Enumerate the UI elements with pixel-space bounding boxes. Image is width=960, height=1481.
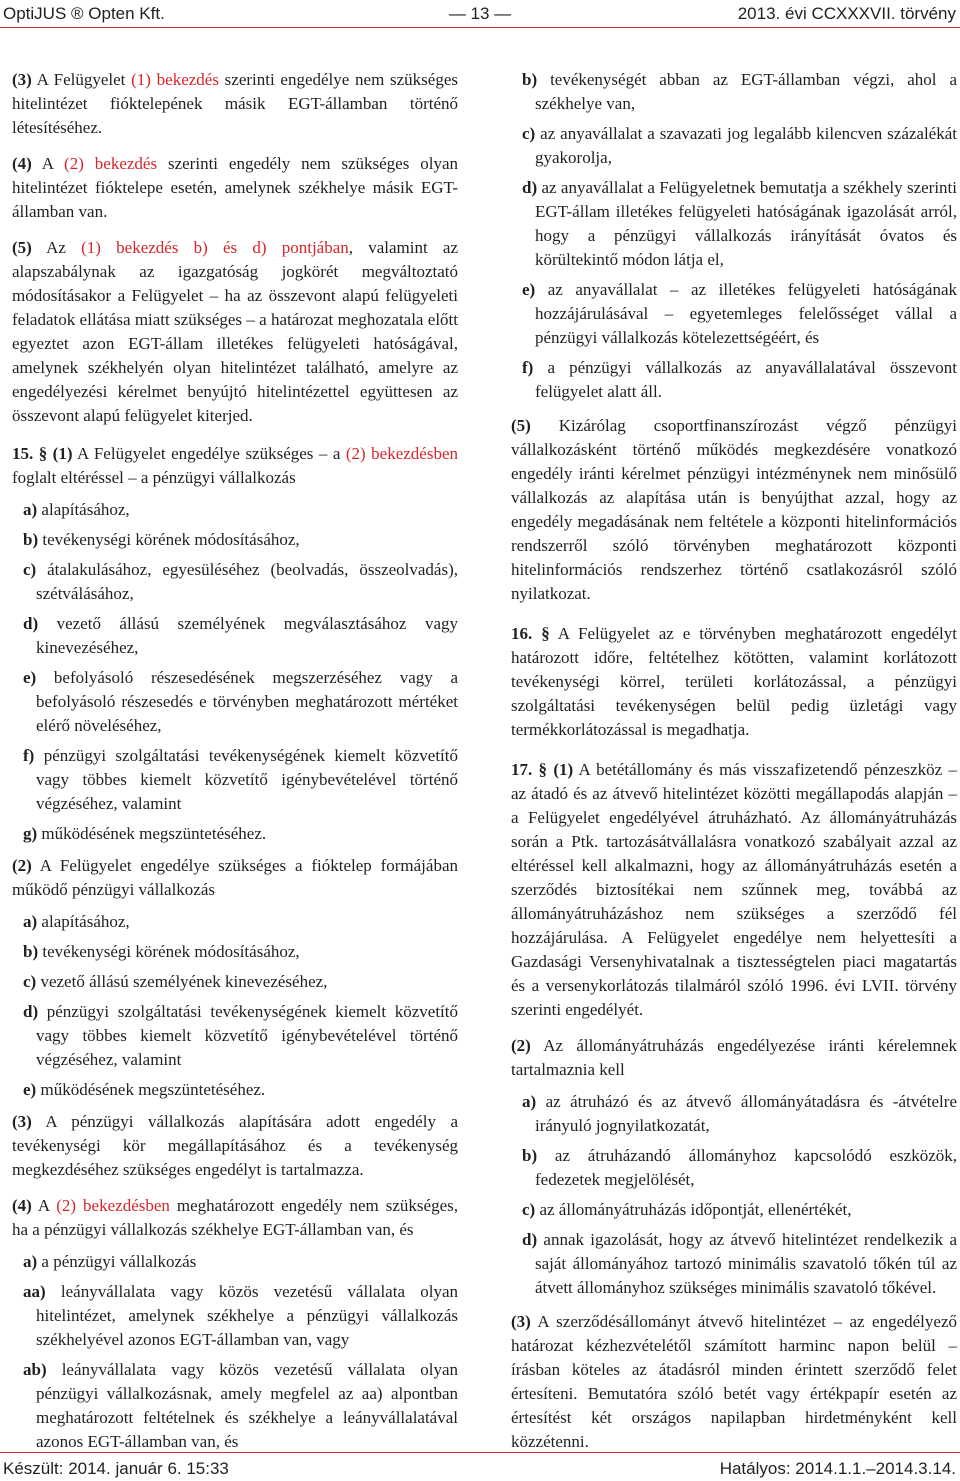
paragraph-number: (4) [12, 1196, 32, 1215]
list-text: a pénzügyi vállalkozás [37, 1252, 197, 1271]
list-item [511, 1144, 957, 1192]
paragraph-number: (1) [47, 444, 73, 463]
list-s15-1 [12, 498, 458, 846]
list-item [511, 278, 957, 350]
list-marker: e) [522, 280, 536, 299]
list-s15-2 [12, 910, 458, 1102]
text: A Felügyelet [31, 70, 132, 89]
list-marker: b) [23, 530, 39, 549]
list-text: annak igazolását, hogy az átvevő hitelintézet rendelkezik a saját állományához tartozó minimális szavatoló tőkén túl az átvett állományhoz szükséges minimális szavatoló tőkével. [535, 1230, 957, 1297]
list-marker: c) [522, 1200, 536, 1219]
list-item [511, 122, 957, 170]
list-item [12, 940, 458, 964]
header-publisher: OptiJUS ® Opten Kft. [3, 4, 165, 23]
list-text: pénzügyi szolgáltatási tevékenységének kiemelt közvetítő vagy többes kiemelt közvetítő igénybevételével történő végzéséhez, valamint [34, 746, 458, 813]
text: meghatározott engedély nem szükséges, ha a pénzügyi vállalkozás székhelye EGT-államban van, és [12, 1196, 458, 1239]
text: A pénzügyi vállalkozás alapítására adott engedély a tevékenységi kör megállapításához és a tevékenység megkezdéséhez szükséges engedélyt is tartalmazza. [12, 1112, 458, 1179]
header-page-number: — 13 — [448, 4, 512, 23]
section-15-para-4 [12, 1194, 458, 1242]
text: szerinti engedélye nem szükséges hitelintézet fióktelepének másik EGT-államban történő létesítéséhez. [12, 70, 458, 137]
list-text: tevékenységét abban az EGT-államban végzi, ahol a székhelye van, [535, 70, 957, 113]
list-text: az állományátruházás időpontját, ellenértékét, [535, 1200, 852, 1219]
list-item [12, 1250, 458, 1274]
list-marker: c) [522, 124, 536, 143]
list-marker: e) [23, 1080, 37, 1099]
left-column [12, 68, 458, 1460]
paragraph-4 [12, 152, 458, 224]
list-item [511, 68, 957, 116]
section-17-para-2 [511, 1034, 957, 1082]
list-marker: f) [23, 746, 35, 765]
text: Kizárólag csoportfinanszírozást végző pénzügyi vállalkozásként történő működés megkezdésére vonatkozó engedély iránti kérelmet pénzügyi intézménynek nem minősülő vállalkozás az alapítása után is benyújthat azzal, hogy az engedély megadásának nem feltétele a központi hitelinformációs rendszerről szóló törvényben meghatározott központi hitelinformációs rendszerhez történő csatlakozásról szóló nyilatkozat. [511, 416, 957, 603]
list-text: befolyásoló részesedésének megszerzéséhez vagy a befolyásoló részesedés e törvényben meghatározott mértéket elérő növeléséhez, [36, 668, 458, 735]
list-marker: c) [23, 560, 37, 579]
list-text: az átruházó és az átvevő állományátadásra és -átvételre irányuló jognyilatkozatát, [535, 1092, 957, 1135]
section-number: 15. § [12, 444, 48, 463]
list-marker: a) [522, 1092, 537, 1111]
list-text: leányvállalata vagy közös vezetésű vállalata olyan hitelintézet, amelynek székhelye a pénzügyi vállalkozás székhelyével azonos EGT-államban van, vagy [36, 1282, 458, 1349]
list-text: az anyavállalat a Felügyeletnek bemutatja a székhely szerinti EGT-állam illetékes felügyeleti hatóságának igazolását arról, hogy a pénzügyi vállalkozás irányítását óvatos és körültekintő módon látja el, [535, 178, 957, 269]
paragraph-number: (2) [511, 1036, 531, 1055]
list-text: a pénzügyi vállalkozás az anyavállalatával összevont felügyelet alatt áll. [533, 358, 957, 401]
text: A Felügyelet engedélye szükséges – a [72, 444, 346, 463]
list-marker: c) [23, 972, 37, 991]
list-item [12, 558, 458, 606]
section-15-para-2 [12, 854, 458, 902]
header-law-title: 2013. évi CCXXXVII. törvény [737, 4, 956, 23]
list-item [511, 1090, 957, 1138]
section-17-para-3 [511, 1310, 957, 1454]
list-text: működésének megszüntetéséhez. [37, 824, 267, 843]
list-text: átalakulásához, egyesüléséhez (beolvadás, összeolvadás), szétválásához, [36, 560, 458, 603]
list-marker: a) [23, 500, 38, 519]
text: , valamint az alapszabálynak az igazgatóság jogkörét megváltoztató módosításakor a Felügyelet – ha az összevont alapú felügyeleti feladatok ellátása miatt szükséges – a határozat meghozatala előtt egyeztet azon EGT-állam illetékes felügyeleti hatóságával, amelynek székhelyén olyan hitelintézet található, amelyre az engedélyezési kérelmet benyújtó hitelintézettel együttesen az összevont alapú felügyelet kiterjed. [12, 238, 459, 425]
cross-reference-link[interactable]: (1) bekezdés [131, 70, 219, 89]
text: A szerződésállományt átvevő hitelintézet – az engedélyező határozat kézhezvételétől számított harminc napon belül – írásban köteles az átadásról minden érintett szerződő felet értesíteni. Bemutatóra szóló betét vagy értékpapír esetén az értesítést két országos napilapban hirdetményként kell közzétenni. [511, 1312, 957, 1451]
text: A betétállomány és más visszafizetendő pénzeszköz – az átadó és az átvevő hitelintézet közötti megállapodás alapján – a Felügyelet engedélyével átruházható. Az állományátruházás során a Ptk. tartozásátvállalásra vonatkozó szabályait azzal az eltéréssel kell alkalmazni, hogy az állományátruházás esetén a szerződés biztosítékai nem szűnnek meg, továbbá az állományátruházáshoz nem szükséges a szerződő fél hozzájárulása. A Felügyelet engedélye nem helyettesíti a Gazdasági Versenyhivatalnak a tisztességtelen piaci magatartás és a versenykorlátozás tilalmáról szóló 1996. évi LVII. törvény szerinti engedélyét. [511, 760, 957, 1019]
paragraph-number: (3) [12, 70, 32, 89]
paragraph-number: (1) [547, 760, 574, 779]
list-text: tevékenységi körének módosításához, [38, 530, 300, 549]
list-item [12, 1280, 458, 1352]
list-text: tevékenységi körének módosításához, [38, 942, 300, 961]
list-text: alapításához, [37, 912, 130, 931]
list-item [511, 1198, 957, 1222]
right-column [511, 68, 957, 1466]
list-item [511, 176, 957, 272]
list-text: az anyavállalat – az illetékes felügyeleti hatóságának hozzájárulásával – egyetemleges felelősséget vállal a pénzügyi vállalkozás kötelezettségéért, és [535, 280, 957, 347]
list-item [511, 1228, 957, 1300]
list-text: működésének megszüntetéséhez. [36, 1080, 266, 1099]
list-marker: d) [522, 1230, 538, 1249]
footer-divider [0, 1452, 960, 1453]
list-s17-2 [511, 1090, 957, 1300]
list-marker: a) [23, 912, 38, 931]
list-item [12, 612, 458, 660]
section-17-para-1 [511, 758, 957, 1022]
list-marker: d) [23, 614, 39, 633]
text: Az [31, 238, 82, 257]
list-item [12, 1358, 458, 1454]
list-marker: e) [23, 668, 37, 687]
list-marker: aa) [23, 1282, 46, 1301]
paragraph-number: (3) [12, 1112, 32, 1131]
section-15-para-3 [12, 1110, 458, 1182]
list-marker: f) [522, 358, 534, 377]
text: A [31, 154, 65, 173]
list-text: vezető állású személyének kinevezéséhez, [36, 972, 328, 991]
list-s15-4 [12, 1250, 458, 1454]
section-number: 17. § [511, 760, 548, 779]
list-item [12, 1000, 458, 1072]
list-marker: b) [522, 70, 538, 89]
text: Az állományátruházás engedélyezése iránti kérelemnek tartalmaznia kell [511, 1036, 957, 1079]
text: A Felügyelet engedélye szükséges a fióktelep formájában működő pénzügyi vállalkozás [12, 856, 458, 899]
header-divider [0, 27, 960, 28]
paragraph-number: (3) [511, 1312, 531, 1331]
list-text: alapításához, [37, 500, 130, 519]
list-marker: g) [23, 824, 38, 843]
page-header [0, 0, 960, 30]
list-text: az átruházandó állományhoz kapcsolódó eszközök, fedezetek megjelölését, [535, 1146, 957, 1189]
text: foglalt eltéréssel – a pénzügyi vállalkozás [12, 468, 296, 487]
text: szerinti engedély nem szükséges olyan hitelintézet fióktelepe esetén, amelynek székhelye másik EGT-államban van. [12, 154, 459, 221]
cross-reference-link[interactable]: (2) bekezdésben [345, 444, 458, 463]
list-item [12, 970, 458, 994]
list-text: vezető állású személyének megválasztásához vagy kinevezéséhez, [36, 614, 458, 657]
paragraph-number: (5) [511, 416, 531, 435]
list-s15-4-continued [511, 68, 957, 404]
cross-reference-link[interactable]: (2) bekezdésben [56, 1196, 170, 1215]
list-item [12, 822, 458, 846]
list-marker: ab) [23, 1360, 47, 1379]
list-item [12, 498, 458, 522]
list-marker: b) [522, 1146, 538, 1165]
list-text: pénzügyi szolgáltatási tevékenységének kiemelt közvetítő vagy többes kiemelt közvetítő igénybevételével történő végzéséhez, valamint [36, 1002, 458, 1069]
text: A [31, 1196, 57, 1215]
paragraph-3 [12, 68, 458, 140]
cross-reference-link[interactable]: (1) bekezdés b) és d) pontjában [81, 238, 349, 257]
footer-effective: Hatályos: 2014.1.1.–2014.3.14. [719, 1459, 956, 1478]
list-item [12, 1078, 458, 1102]
list-item [12, 910, 458, 934]
section-16 [511, 622, 957, 742]
footer-created: Készült: 2014. január 6. 15:33 [3, 1459, 229, 1478]
section-15-para-1 [12, 442, 458, 490]
list-marker: d) [522, 178, 538, 197]
paragraph-number: (5) [12, 238, 32, 257]
list-item [12, 528, 458, 552]
list-item [12, 744, 458, 816]
paragraph-number: (4) [12, 154, 32, 173]
section-number: 16. § [511, 624, 550, 643]
list-marker: a) [23, 1252, 38, 1271]
list-text: az anyavállalat a szavazati jog legalább kilencven százalékát gyakorolja, [535, 124, 957, 167]
list-text: leányvállalata vagy közös vezetésű vállalata olyan pénzügyi vállalkozásnak, amely megfelel az aa) alpontban meghatározott feltételnek és székhelye a leányvállalatával azonos EGT-államban van, és [36, 1360, 458, 1451]
section-15-para-5 [511, 414, 957, 606]
paragraph-5 [12, 236, 458, 428]
list-item [511, 356, 957, 404]
text: A Felügyelet az e törvényben meghatározott engedélyt határozott időre, feltételhez kötötten, valamint korlátozott tevékenységi körrel, területi korlátozással, a pénzügyi szolgáltatási tevékenységen belül pedig üzletági vagy termékkorlátozással is megadhatja. [511, 624, 958, 739]
list-marker: b) [23, 942, 39, 961]
list-marker: d) [23, 1002, 39, 1021]
paragraph-number: (2) [12, 856, 32, 875]
list-item [12, 666, 458, 738]
cross-reference-link[interactable]: (2) bekezdés [64, 154, 158, 173]
